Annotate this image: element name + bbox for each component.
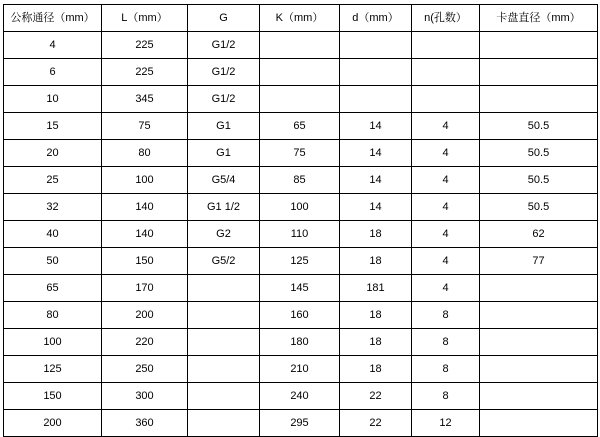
cell-length: 100	[102, 167, 188, 194]
cell-d: 14	[340, 194, 412, 221]
cell-k	[260, 86, 340, 113]
cell-d: 18	[340, 221, 412, 248]
cell-length: 225	[102, 59, 188, 86]
cell-chuck-diameter	[480, 302, 598, 329]
cell-hole-count: 4	[412, 140, 480, 167]
cell-k	[260, 32, 340, 59]
cell-length: 150	[102, 248, 188, 275]
cell-nominal-diameter: 20	[4, 140, 102, 167]
cell-thread: G5/4	[188, 167, 260, 194]
cell-chuck-diameter	[480, 275, 598, 302]
cell-nominal-diameter: 80	[4, 302, 102, 329]
cell-hole-count: 8	[412, 329, 480, 356]
cell-chuck-diameter	[480, 383, 598, 410]
cell-length: 140	[102, 221, 188, 248]
cell-hole-count: 8	[412, 302, 480, 329]
cell-d: 14	[340, 167, 412, 194]
table-row	[4, 32, 598, 59]
cell-d: 18	[340, 329, 412, 356]
cell-thread: G1 1/2	[188, 194, 260, 221]
cell-length: 200	[102, 302, 188, 329]
cell-nominal-diameter: 40	[4, 221, 102, 248]
cell-d: 181	[340, 275, 412, 302]
cell-thread: G1	[188, 140, 260, 167]
cell-nominal-diameter: 50	[4, 248, 102, 275]
cell-length: 225	[102, 32, 188, 59]
cell-hole-count: 4	[412, 194, 480, 221]
cell-nominal-diameter: 200	[4, 410, 102, 437]
cell-k: 75	[260, 140, 340, 167]
cell-hole-count	[412, 86, 480, 113]
cell-hole-count: 4	[412, 248, 480, 275]
cell-length: 345	[102, 86, 188, 113]
cell-k: 85	[260, 167, 340, 194]
cell-hole-count: 8	[412, 356, 480, 383]
cell-chuck-diameter: 50.5	[480, 167, 598, 194]
table-row	[4, 302, 598, 329]
table-row	[4, 140, 598, 167]
table-row	[4, 86, 598, 113]
cell-length: 80	[102, 140, 188, 167]
cell-d: 14	[340, 113, 412, 140]
cell-hole-count: 8	[412, 383, 480, 410]
cell-chuck-diameter	[480, 86, 598, 113]
cell-nominal-diameter: 100	[4, 329, 102, 356]
cell-chuck-diameter: 62	[480, 221, 598, 248]
cell-d: 22	[340, 383, 412, 410]
cell-k: 65	[260, 113, 340, 140]
cell-chuck-diameter: 50.5	[480, 113, 598, 140]
cell-k: 210	[260, 356, 340, 383]
cell-d	[340, 32, 412, 59]
cell-hole-count	[412, 59, 480, 86]
cell-length: 140	[102, 194, 188, 221]
table-row	[4, 113, 598, 140]
table-row	[4, 410, 598, 437]
cell-chuck-diameter: 77	[480, 248, 598, 275]
cell-hole-count: 4	[412, 113, 480, 140]
cell-d: 14	[340, 140, 412, 167]
table-row	[4, 356, 598, 383]
cell-thread: G1/2	[188, 32, 260, 59]
column-header-hole-count: n(孔数）	[412, 5, 480, 32]
cell-hole-count	[412, 32, 480, 59]
cell-k: 110	[260, 221, 340, 248]
table-row	[4, 248, 598, 275]
cell-d: 22	[340, 410, 412, 437]
cell-thread: G1	[188, 113, 260, 140]
cell-hole-count: 4	[412, 275, 480, 302]
cell-length: 75	[102, 113, 188, 140]
table-row	[4, 167, 598, 194]
table-row	[4, 194, 598, 221]
cell-nominal-diameter: 125	[4, 356, 102, 383]
cell-thread	[188, 302, 260, 329]
cell-nominal-diameter: 32	[4, 194, 102, 221]
cell-thread	[188, 329, 260, 356]
cell-k: 125	[260, 248, 340, 275]
column-header-chuck-diameter: 卡盘直径（mm）	[480, 5, 598, 32]
table-row	[4, 59, 598, 86]
cell-chuck-diameter	[480, 356, 598, 383]
cell-k: 160	[260, 302, 340, 329]
cell-thread	[188, 275, 260, 302]
cell-length: 170	[102, 275, 188, 302]
column-header-d: d（mm）	[340, 5, 412, 32]
table-row	[4, 383, 598, 410]
cell-k: 100	[260, 194, 340, 221]
column-header-nominal-diameter: 公称通径（mm）	[4, 5, 102, 32]
cell-hole-count: 12	[412, 410, 480, 437]
cell-thread	[188, 356, 260, 383]
cell-d: 18	[340, 356, 412, 383]
cell-length: 220	[102, 329, 188, 356]
table-row	[4, 329, 598, 356]
cell-k: 240	[260, 383, 340, 410]
cell-d	[340, 86, 412, 113]
cell-length: 360	[102, 410, 188, 437]
cell-chuck-diameter	[480, 59, 598, 86]
specification-table	[3, 4, 598, 437]
table-body	[4, 32, 598, 437]
cell-thread: G5/2	[188, 248, 260, 275]
cell-thread: G1/2	[188, 86, 260, 113]
cell-thread	[188, 383, 260, 410]
cell-chuck-diameter	[480, 32, 598, 59]
column-header-length: L（mm）	[102, 5, 188, 32]
cell-nominal-diameter: 4	[4, 32, 102, 59]
table-row	[4, 275, 598, 302]
column-header-thread: G	[188, 5, 260, 32]
cell-thread: G2	[188, 221, 260, 248]
cell-hole-count: 4	[412, 221, 480, 248]
table-header-row	[4, 5, 598, 32]
cell-k: 295	[260, 410, 340, 437]
cell-nominal-diameter: 10	[4, 86, 102, 113]
cell-nominal-diameter: 65	[4, 275, 102, 302]
cell-nominal-diameter: 150	[4, 383, 102, 410]
cell-d: 18	[340, 302, 412, 329]
cell-nominal-diameter: 25	[4, 167, 102, 194]
cell-chuck-diameter: 50.5	[480, 194, 598, 221]
cell-k	[260, 59, 340, 86]
cell-thread	[188, 410, 260, 437]
cell-thread: G1/2	[188, 59, 260, 86]
cell-length: 250	[102, 356, 188, 383]
cell-d: 18	[340, 248, 412, 275]
cell-nominal-diameter: 6	[4, 59, 102, 86]
cell-length: 300	[102, 383, 188, 410]
cell-k: 145	[260, 275, 340, 302]
cell-d	[340, 59, 412, 86]
cell-chuck-diameter	[480, 329, 598, 356]
cell-chuck-diameter	[480, 410, 598, 437]
table-row	[4, 221, 598, 248]
cell-chuck-diameter: 50.5	[480, 140, 598, 167]
cell-nominal-diameter: 15	[4, 113, 102, 140]
column-header-k: K（mm）	[260, 5, 340, 32]
cell-hole-count: 4	[412, 167, 480, 194]
table-header	[4, 5, 598, 32]
cell-k: 180	[260, 329, 340, 356]
